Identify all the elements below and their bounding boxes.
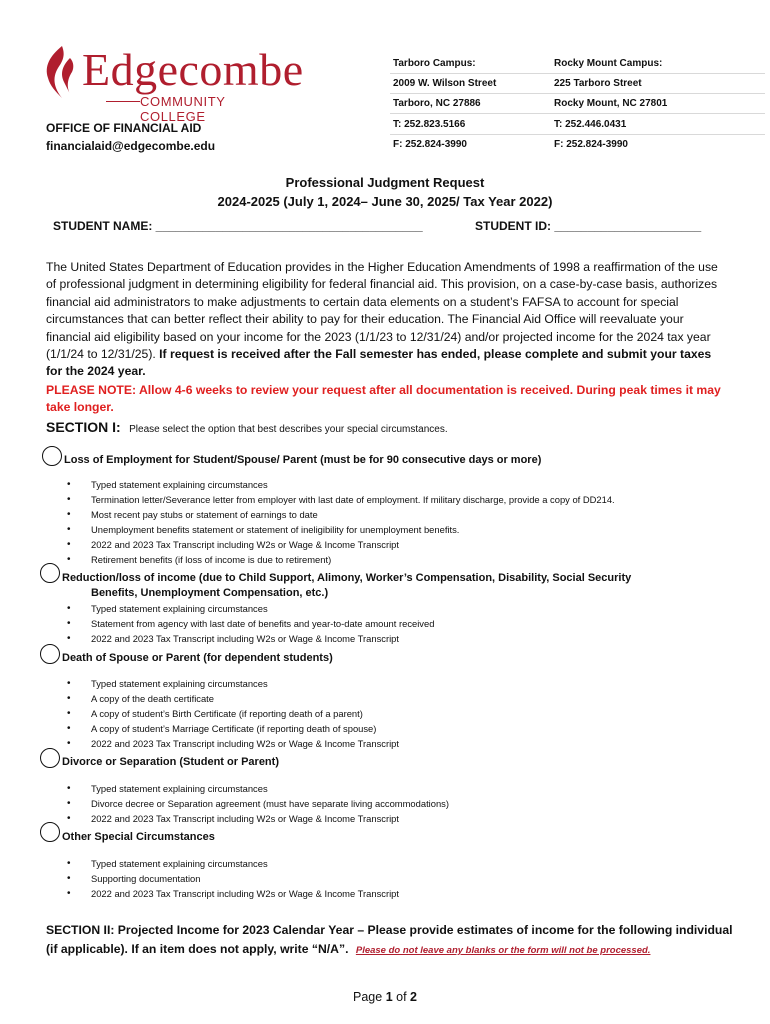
list-item: • Divorce decree or Separation agreement (must have separate living accommodations) bbox=[67, 796, 449, 811]
divider bbox=[390, 93, 765, 94]
rocky-phone: T: 252.446.0431 bbox=[554, 119, 627, 130]
list-item: • 2022 and 2023 Tax Transcript including W2s or Wage & Income Transcript bbox=[67, 537, 615, 552]
flame-icon bbox=[40, 44, 76, 100]
page-current: 1 bbox=[385, 990, 393, 1004]
section-one-heading bbox=[46, 419, 448, 437]
list-item: • Most recent pay stubs or statement of earnings to date bbox=[67, 507, 615, 522]
list-item: • 2022 and 2023 Tax Transcript including W2s or Wage & Income Transcript bbox=[67, 631, 434, 646]
please-note: PLEASE NOTE: Allow 4-6 weeks to review your request after all documentation is received. During peak times it may take longer. bbox=[46, 383, 721, 415]
tarboro-city: Tarboro, NC 27886 bbox=[393, 98, 481, 109]
page-label: Page bbox=[353, 990, 383, 1004]
option-other-radio[interactable] bbox=[40, 822, 60, 842]
intro-paragraph bbox=[46, 259, 726, 381]
list-item: • Statement from agency with last date of benefits and year-to-date amount received bbox=[67, 616, 434, 631]
page-number bbox=[0, 990, 770, 1004]
rocky-street: 225 Tarboro Street bbox=[554, 78, 642, 89]
college-logo bbox=[40, 40, 304, 124]
option-list bbox=[67, 856, 399, 901]
tarboro-fax: F: 252.824-3990 bbox=[393, 139, 467, 150]
option-label-cont: Benefits, Unemployment Compensation, etc.) bbox=[91, 587, 329, 599]
divider bbox=[390, 113, 765, 114]
form-title: Professional Judgment Request bbox=[285, 175, 485, 190]
rocky-city: Rocky Mount, NC 27801 bbox=[554, 98, 668, 109]
student-name-field[interactable]: STUDENT NAME: ________________________________________ bbox=[53, 219, 423, 233]
list-item: • A copy of student’s Birth Certificate (if reporting death of a parent) bbox=[67, 706, 399, 721]
option-list bbox=[67, 676, 399, 751]
list-item: • Typed statement explaining circumstances bbox=[67, 676, 399, 691]
list-item: • 2022 and 2023 Tax Transcript including W2s or Wage & Income Transcript bbox=[67, 736, 399, 751]
list-item: • Supporting documentation bbox=[67, 871, 399, 886]
student-id-field[interactable]: STUDENT ID: ______________________ bbox=[475, 219, 702, 233]
tarboro-street: 2009 W. Wilson Street bbox=[393, 78, 497, 89]
list-item: • Typed statement explaining circumstances bbox=[67, 601, 434, 616]
section-two-text: SECTION II: Projected Income for 2023 Calendar Year – Please provide estimates of income for the following individual (if applicable). If an item does not apply, write “N/A”. bbox=[46, 923, 733, 956]
list-item: • Typed statement explaining circumstances bbox=[67, 856, 399, 871]
office-email: financialaid@edgecombe.edu bbox=[46, 139, 216, 153]
option-divorce-radio[interactable] bbox=[40, 748, 60, 768]
list-item: • Unemployment benefits statement or statement of ineligibility for unemployment benefits. bbox=[67, 522, 615, 537]
intro-bold: If request is received after the Fall semester has ended, please complete and submit your taxes for the 2024 year. bbox=[46, 347, 712, 379]
divider bbox=[390, 73, 765, 74]
section-one-title: SECTION I: bbox=[46, 419, 121, 435]
list-item: • 2022 and 2023 Tax Transcript including W2s or Wage & Income Transcript bbox=[67, 886, 399, 901]
intro-text: The United States Department of Education provides in the Higher Education Amendments of 1998 a reaffirmation of the use of professional judgment in determining eligibility for federal financial aid. This provision, on a case-by-case basis, authorizes financial aid administrators to make adjustments to certain data elements on a student’s FAFSA to account for special circumstances that can better reflect their ability to pay for their education. The Financial Aid Office will reevaluate your financial aid eligibility based on your income for the 2023 (1/1/23 to 12/31/24) and/or projected income for the 2024 tax year (1/1/24 to 12/31/25). bbox=[46, 260, 718, 362]
divider bbox=[390, 134, 765, 135]
logo-name: Edgecombe bbox=[82, 44, 304, 95]
section-two-warning: Please do not leave any blanks or the form will not be processed. bbox=[355, 945, 651, 956]
office-block bbox=[46, 119, 215, 155]
option-list bbox=[67, 601, 434, 646]
section-two bbox=[46, 921, 746, 960]
option-label: Death of Spouse or Parent (for dependent students) bbox=[62, 652, 333, 664]
option-label: Divorce or Separation (Student or Parent) bbox=[62, 756, 279, 768]
list-item: • A copy of the death certificate bbox=[67, 691, 399, 706]
option-loss-employment-radio[interactable] bbox=[42, 446, 62, 466]
logo-subtitle: COMMUNITY COLLEGE bbox=[140, 94, 226, 124]
rocky-title: Rocky Mount Campus: bbox=[554, 58, 663, 69]
list-item: • Typed statement explaining circumstances bbox=[67, 781, 449, 796]
option-label: Other Special Circumstances bbox=[62, 831, 215, 843]
page-total: 2 bbox=[410, 990, 417, 1004]
tarboro-phone: T: 252.823.5166 bbox=[393, 119, 466, 130]
office-name: OFFICE OF FINANCIAL AID bbox=[46, 121, 202, 135]
list-item: • 2022 and 2023 Tax Transcript including W2s or Wage & Income Transcript bbox=[67, 811, 449, 826]
list-item: • Termination letter/Severance letter from employer with last date of employment. If military discharge, provide a copy of DD214. bbox=[67, 492, 615, 507]
list-item: • A copy of student’s Marriage Certificate (if reporting death of spouse) bbox=[67, 721, 399, 736]
list-item: • Retirement benefits (if loss of income is due to retirement) bbox=[67, 552, 615, 567]
section-one-subtext: Please select the option that best describes your special circumstances. bbox=[129, 424, 448, 435]
option-death-radio[interactable] bbox=[40, 644, 60, 664]
form-subtitle: 2024-2025 (July 1, 2024– June 30, 2025/ Tax Year 2022) bbox=[217, 194, 553, 209]
option-label: Reduction/loss of income (due to Child Support, Alimony, Worker’s Compensation, Disability, Social Security bbox=[62, 572, 632, 584]
page-of: of bbox=[396, 990, 407, 1004]
option-label: Loss of Employment for Student/Spouse/ Parent (must be for 90 consecutive days or more) bbox=[64, 454, 542, 466]
logo-rule bbox=[106, 101, 140, 102]
list-item: • Typed statement explaining circumstances bbox=[67, 477, 615, 492]
rocky-fax: F: 252.824-3990 bbox=[554, 139, 628, 150]
option-list bbox=[67, 477, 615, 568]
option-list bbox=[67, 781, 449, 826]
option-reduction-income-radio[interactable] bbox=[40, 563, 60, 583]
tarboro-title: Tarboro Campus: bbox=[393, 58, 476, 69]
